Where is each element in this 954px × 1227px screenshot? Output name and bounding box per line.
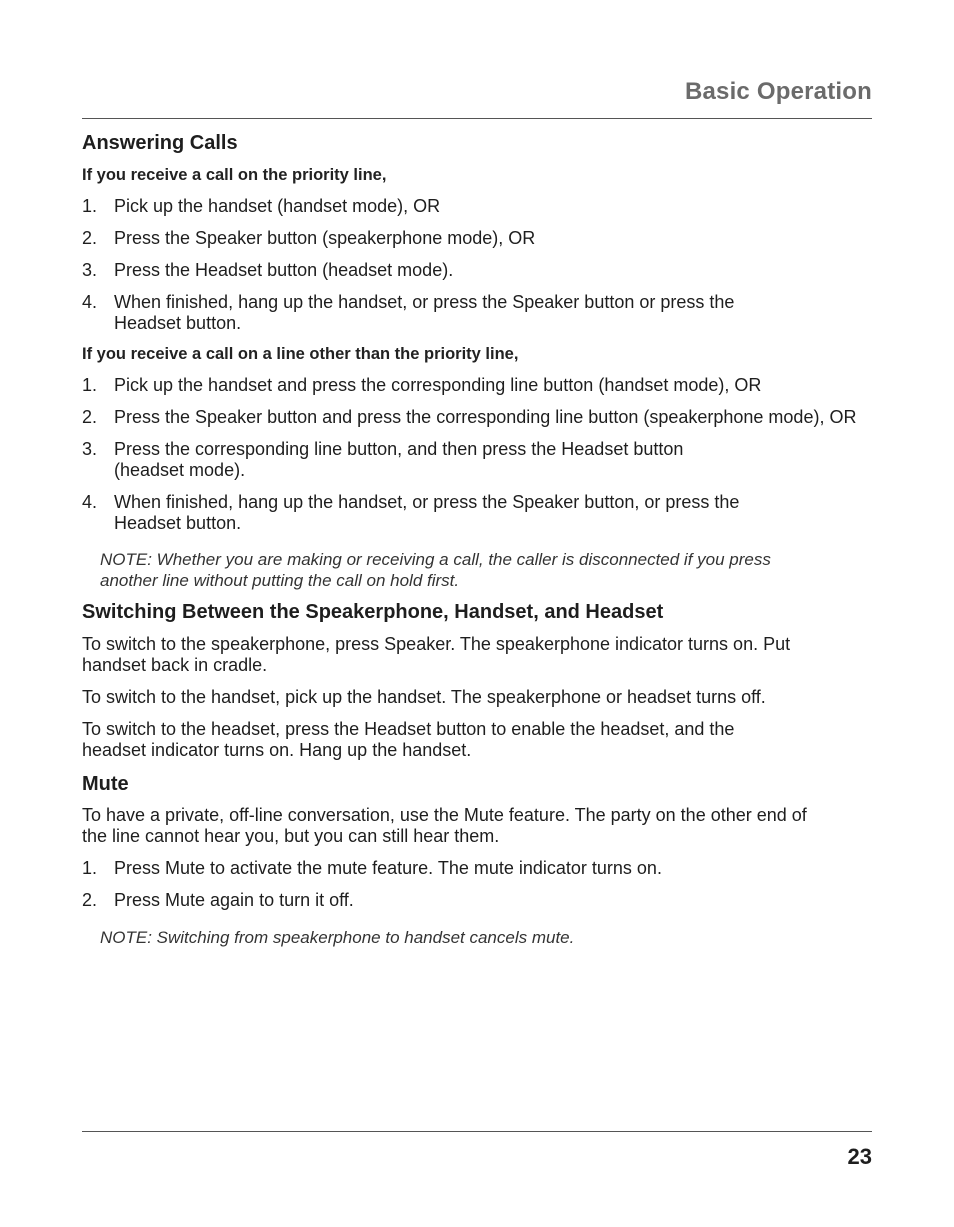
mute-note: NOTE: Switching from speakerphone to handset cancels mute. xyxy=(100,928,575,947)
mute-heading: Mute xyxy=(82,773,129,795)
list-item xyxy=(82,890,877,911)
step-number: 1. xyxy=(82,196,98,216)
step-number: 3. xyxy=(82,260,98,280)
page-content xyxy=(82,132,877,948)
page-number: 23 xyxy=(847,1144,872,1169)
list-item xyxy=(82,292,877,334)
list-item xyxy=(82,492,877,534)
step-text: Pick up the handset and press the corresponding line button (handset mode), OR xyxy=(114,375,762,395)
step-number: 2. xyxy=(82,407,98,427)
switching-headset-text: To switch to the headset, press the Headset button to enable the headset, and the headset indicator turns on. Hang up the handset. xyxy=(82,719,735,760)
answering-note: NOTE: Whether you are making or receiving a call, the caller is disconnected if you press another line without putting the call on hold first. xyxy=(100,550,771,590)
step-text: Press Mute again to turn it off. xyxy=(114,890,354,910)
step-text: Press Mute to activate the mute feature. The mute indicator turns on. xyxy=(114,858,662,878)
step-number: 4. xyxy=(82,292,98,312)
step-number: 3. xyxy=(82,439,98,459)
priority-line-intro: If you receive a call on the priority line, xyxy=(82,166,387,184)
step-text: When finished, hang up the handset, or press the Speaker button, or press the Headset button. xyxy=(114,492,740,533)
switching-speakerphone-text: To switch to the speakerphone, press Speaker. The speakerphone indicator turns on. Put handset back in cradle. xyxy=(82,634,791,675)
list-item xyxy=(82,375,877,396)
other-line-steps xyxy=(82,375,877,534)
list-item xyxy=(82,228,877,249)
switching-heading: Switching Between the Speakerphone, Handset, and Headset xyxy=(82,601,664,623)
mute-steps xyxy=(82,858,877,911)
list-item xyxy=(82,858,877,879)
page-title: Basic Operation xyxy=(684,78,872,105)
step-number: 1. xyxy=(82,858,98,878)
page-footer xyxy=(82,1131,872,1169)
other-line-intro: If you receive a call on a line other than the priority line, xyxy=(82,345,519,363)
step-number: 2. xyxy=(82,890,98,910)
priority-line-steps xyxy=(82,196,877,334)
step-text: Press the Speaker button (speakerphone mode), OR xyxy=(114,228,536,248)
list-item xyxy=(82,196,877,217)
step-text: Pick up the handset (handset mode), OR xyxy=(114,196,441,216)
step-number: 1. xyxy=(82,375,98,395)
list-item xyxy=(82,439,877,481)
step-text: Press the Headset button (headset mode). xyxy=(114,260,454,280)
list-item xyxy=(82,407,877,428)
step-number: 2. xyxy=(82,228,98,248)
mute-intro: To have a private, off-line conversation, use the Mute feature. The party on the other end of the line cannot hear you, but you can still hear them. xyxy=(82,805,807,846)
step-text: Press the corresponding line button, and then press the Headset button (headset mode). xyxy=(114,439,684,480)
step-number: 4. xyxy=(82,492,98,512)
page-header xyxy=(82,76,872,119)
answering-calls-heading: Answering Calls xyxy=(82,132,238,154)
step-text: Press the Speaker button and press the corresponding line button (speakerphone mode), OR xyxy=(114,407,857,427)
step-text: When finished, hang up the handset, or press the Speaker button or press the Headset button. xyxy=(114,292,735,333)
list-item xyxy=(82,260,877,281)
switching-handset-text: To switch to the handset, pick up the handset. The speakerphone or headset turns off. xyxy=(82,687,766,707)
